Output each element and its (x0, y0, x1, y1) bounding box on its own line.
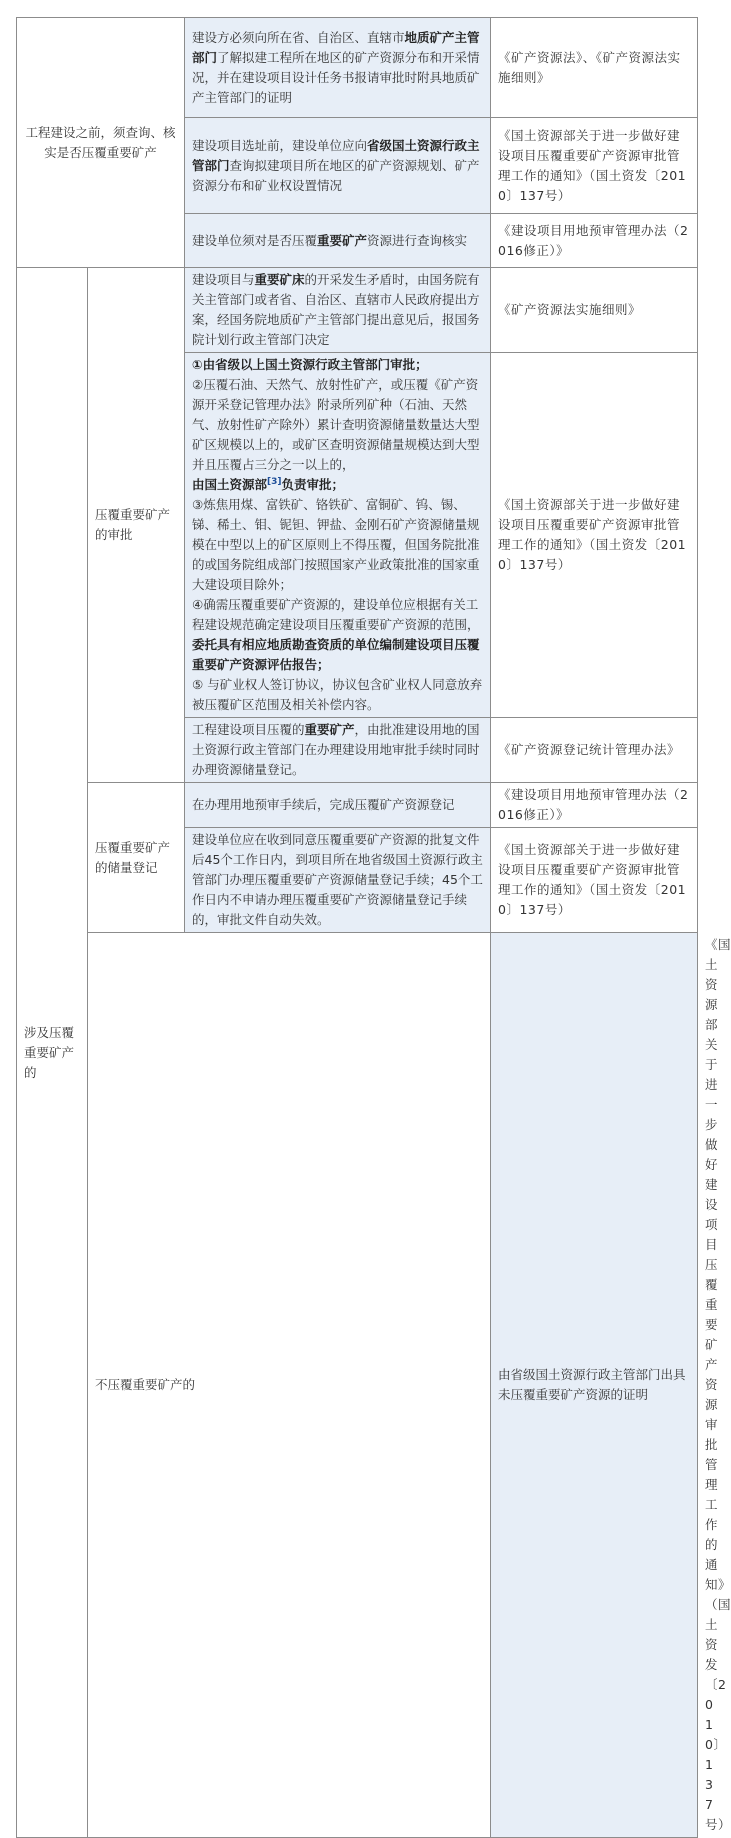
legal-basis-cell: 《矿产资源法》、《矿产资源法实施细则》 (491, 18, 698, 118)
requirement-text: 建设单位须对是否压覆 (192, 232, 318, 248)
authority-text: 由国土资源部 (192, 477, 268, 492)
table-row: 不压覆重要矿产的 由省级国土资源行政主管部门出具未压覆重要矿产资源的证明 《国土资源部关于进一步做好建设项目压覆重要矿产资源审批管理工作的通知》（国土资发〔2010〕137号） (17, 933, 698, 1838)
requirement-cell (185, 118, 491, 214)
requirement-emphasis: 重要矿产 (304, 722, 355, 737)
requirement-cell (185, 18, 491, 118)
category-cell-preconstruction: 工程建设之前，须查询、核实是否压覆重要矿产 (17, 18, 185, 268)
requirement-emphasis: 省级国土资源行政主管部门 (192, 137, 480, 173)
requirement-text: ，由批准建设用地的国土资源行政主管部门在办理建设用地审批手续时同时办理资源储量登记。 (192, 722, 480, 777)
requirement-cell: 在办理用地预审手续后，完成压覆矿产资源登记 (185, 783, 491, 828)
category-cell-no-pressure: 不压覆重要矿产的 (88, 933, 491, 1838)
requirement-text: 工程建设项目压覆的 (192, 722, 305, 737)
requirement-cell-approval-rules (185, 353, 491, 718)
rule-item-4 (192, 595, 483, 675)
rule-item-3: ③炼焦用煤、富铁矿、铬铁矿、富铜矿、钨、锡、锑、稀土、钼、铌钽、钾盐、金刚石矿产资源储量规模在中型以上的矿区原则上不得压覆，但国务院批准的或国务院组成部门按照国家产业政策批准的国家重大建设项目除外； (192, 497, 480, 592)
table-row (17, 268, 698, 353)
authority-text: 负责审批； (281, 477, 345, 492)
legal-basis-cell: 《国土资源部关于进一步做好建设项目压覆重要矿产资源审批管理工作的通知》（国土资发〔2010〕137号） (491, 118, 698, 214)
table-row (17, 783, 698, 828)
legal-basis-cell: 《建设项目用地预审管理办法（2016修正）》 (491, 783, 698, 828)
table-row (17, 18, 698, 118)
requirement-cell: 建设单位应在收到同意压覆重要矿产资源的批复文件后45个工作日内，到项目所在地省级国土资源行政主管部门办理压覆重要矿产资源储量登记手续；45个工作日内不申请办理压覆重要矿产资源储量登记手续的，审批文件自动失效。 (185, 828, 491, 933)
regulation-table (16, 17, 731, 1838)
requirement-emphasis: 地质矿产主管部门 (192, 29, 480, 65)
requirement-emphasis: 重要矿床 (254, 272, 305, 287)
category-cell-involves-pressure: 涉及压覆重要矿产的 (17, 268, 88, 1838)
requirement-cell: 由省级国土资源行政主管部门出具未压覆重要矿产资源的证明 (491, 933, 698, 1838)
subcategory-cell-approval: 压覆重要矿产的审批 (88, 268, 185, 783)
legal-basis-cell: 《国土资源部关于进一步做好建设项目压覆重要矿产资源审批管理工作的通知》（国土资发〔2010〕137号） (491, 828, 698, 933)
requirement-emphasis: 委托具有相应地质勘查资质的单位编制建设项目压覆重要矿产资源评估报告； (192, 637, 480, 672)
legal-basis-cell: 《矿产资源登记统计管理办法》 (491, 718, 698, 783)
footnote-link[interactable]: [3] (267, 476, 282, 487)
legal-basis-cell: 《国土资源部关于进一步做好建设项目压覆重要矿产资源审批管理工作的通知》（国土资发〔2010〕137号） (491, 353, 698, 718)
requirement-cell (185, 718, 491, 783)
requirement-text: 查询拟建项目所在地区的矿产资源规划、矿产资源分布和矿业权设置情况 (192, 157, 480, 193)
requirement-text: 建设项目与 (192, 272, 255, 287)
requirement-text: 建设方必须向所在省、自治区、直辖市 (192, 29, 405, 45)
requirement-text: 建设项目选址前，建设单位应向 (192, 137, 368, 153)
legal-basis-cell: 《矿产资源法实施细则》 (491, 268, 698, 353)
requirement-text: 的开采发生矛盾时，由国务院有关主管部门或者省、自治区、直辖市人民政府提出方案，经国务院地质矿产主管部门提出意见后，报国务院计划行政主管部门决定 (192, 272, 480, 347)
requirement-text: ④确需压覆重要矿产资源的，建设单位应根据有关工程建设规范确定建设项目压覆重要矿产资源的范围， (192, 597, 480, 632)
rule-item-1: ①由省级以上国土资源行政主管部门审批； (192, 357, 428, 372)
rule-item-5: ⑤ 与矿业权人签订协议，协议包含矿业权人同意放弃被压覆矿区范围及相关补偿内容。 (192, 677, 483, 712)
rule-item-2: ②压覆石油、天然气、放射性矿产，或压覆《矿产资源开采登记管理办法》附录所列矿种（石油、天然气、放射性矿产除外）累计查明资源储量数量达大型矿区规模以上的，或矿区查明资源储量规模达到大型并且压覆占三分之一以上的， (192, 377, 480, 472)
legal-basis-cell: 《建设项目用地预审管理办法（2016修正）》 (491, 214, 698, 268)
requirement-text: 资源进行查询核实 (367, 232, 468, 248)
requirement-text: 了解拟建工程所在地区的矿产资源分布和开采情况，并在建设项目设计任务书报请审批时附具地质矿产主管部门的证明 (192, 49, 480, 105)
subcategory-cell-registration: 压覆重要矿产的储量登记 (88, 783, 185, 933)
rule-item-2-authority (192, 475, 483, 495)
requirement-cell (185, 214, 491, 268)
requirement-emphasis: 重要矿产 (317, 232, 368, 248)
requirement-cell (185, 268, 491, 353)
